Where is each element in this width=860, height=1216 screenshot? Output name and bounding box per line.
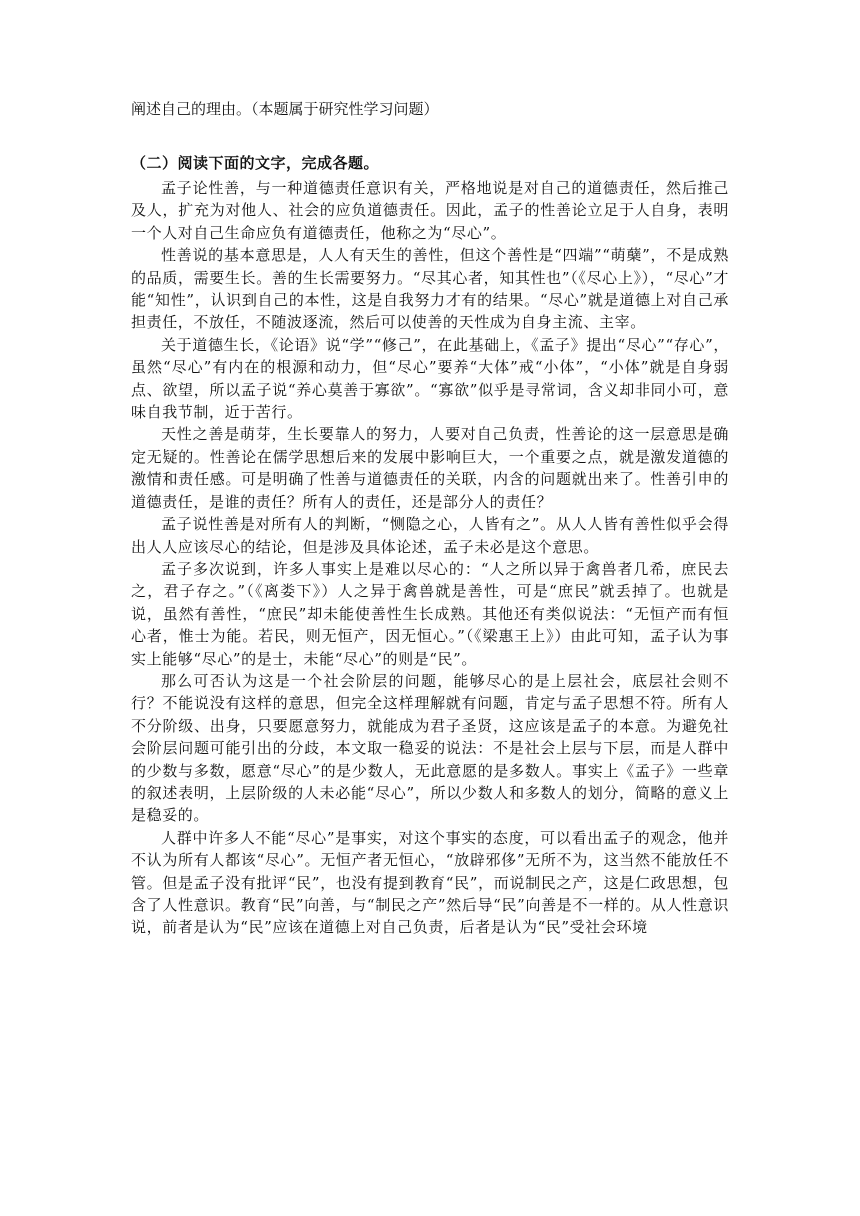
paragraph-8: 人群中许多人不能“尽心”是事实，对这个事实的态度，可以看出孟子的观念，他并不认为所有人都该“尽心”。无恒产者无恒心，“放辟邪侈”无所不为，这当然不能放任不管。但是孟子没有批评“民”，也没有提到教育“民”，而说制民之产，这是仁政思想，包含了人性意识。教育“民”向善，与“制民之产”然后导“民”向善是不一样的。从人性意识说，前者是认为“民”应该在道德上对自己负责，后者是认为“民”受社会环境	[131, 828, 729, 937]
document-body	[131, 96, 729, 939]
paragraph-7: 那么可否认为这是一个社会阶层的问题，能够尽心的是上层社会，底层社会则不行？不能说没有这样的意思，但完全这样理解就有问题，肯定与孟子思想不符。所有人不分阶级、出身，只要愿意努力，就能成为君子圣贤，这应该是孟子的本意。为避免社会阶层问题可能引出的分歧，本文取一稳妥的说法：不是社会上层与下层，而是人群中的少数与多数，愿意“尽心”的是少数人，无此意愿的是多数人。事实上《孟子》一些章的叙述表明，上层阶级的人未必能“尽心”，所以少数人和多数人的划分，简略的意义上是稳妥的。	[131, 671, 729, 825]
paragraph-4: 天性之善是萌芽，生长要靠人的努力，人要对自己负责，性善论的这一层意思是确定无疑的。性善论在儒学思想后来的发展中影响巨大，一个重要之点，就是激发道德的激情和责任感。可是明确了性善与道德责任的关联，内含的问题就出来了。性善引申的道德责任，是谁的责任？所有人的责任，还是部分人的责任？	[131, 425, 729, 511]
paragraph-6: 孟子多次说到，许多人事实上是难以尽心的：“人之所以异于禽兽者几希，庶民去之，君子存之。”（《离娄下》）人之异于禽兽就是善性，可是“庶民”就丢掉了。也就是说，虽然有善性，“庶民”却未能使善性生长成熟。其他还有类似说法：“无恒产而有恒心者，惟士为能。若民，则无恒产，因无恒心。”（《梁惠王上》）由此可知，孟子认为事实上能够“尽心”的是士，未能“尽心”的则是“民”。	[131, 559, 729, 668]
paragraph-3: 关于道德生长，《论语》说“学”“修己”，在此基础上，《孟子》提出“尽心”“存心”，虽然“尽心”有内在的根源和动力，但“尽心”要养“大体”戒“小体”，“小体”就是自身弱点、欲望，所以孟子说“养心莫善于寡欲”。“寡欲”似乎是寻常词，含义却非同小可，意味自我节制，近于苦行。	[131, 335, 729, 422]
paragraph-1: 孟子论性善，与一种道德责任意识有关，严格地说是对自己的道德责任，然后推己及人，扩充为对他人、社会的应负道德责任。因此，孟子的性善论立足于人自身，表明一个人对自己生命应负有道德责任，他称之为“尽心”。	[131, 179, 729, 242]
paragraph-2: 性善说的基本意思是，人人有天生的善性，但这个善性是“四端”“萌蘖”，不是成熟的品质，需要生长。善的生长需要努力。“尽其心者，知其性也”（《尽心上》），“尽心”才能“知性”，认识到自己的本性，这是自我努力才有的结果。“尽心”就是道德上对自己承担责任，不放任，不随波逐流，然后可以使善的天性成为自身主流、主宰。	[131, 246, 729, 332]
intro-line: 阐述自己的理由。（本题属于研究性学习问题）	[131, 100, 439, 118]
paragraph-5: 孟子说性善是对所有人的判断，“恻隐之心，人皆有之”。从人人皆有善性似乎会得出人人应该尽心的结论，但是涉及具体论述，孟子未必是这个意思。	[131, 515, 729, 556]
section-title: （二）阅读下面的文字，完成各题。	[131, 154, 380, 172]
